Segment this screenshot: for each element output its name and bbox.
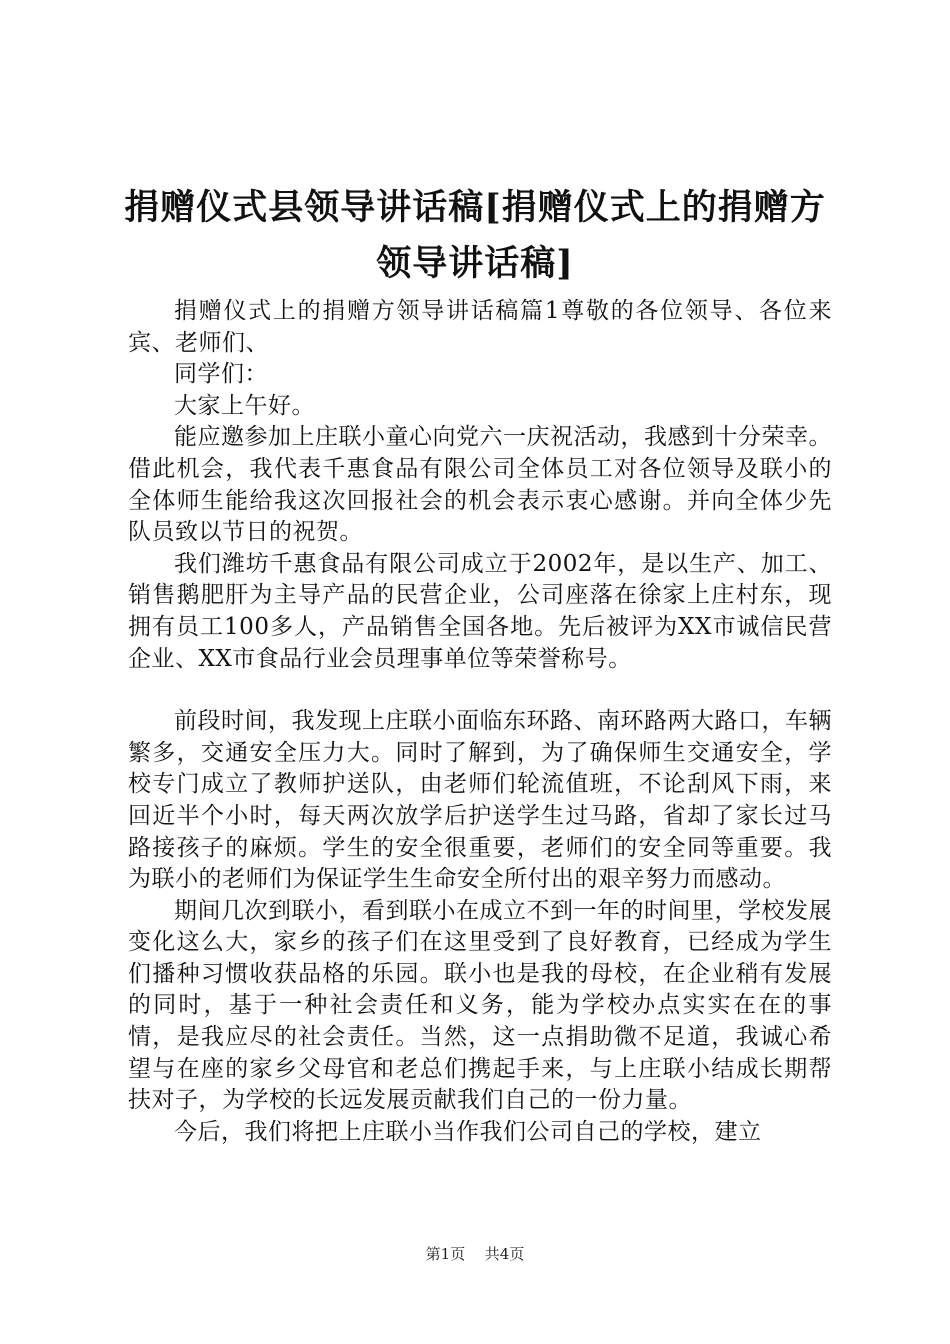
document-body	[128, 296, 832, 1148]
page-total: 共4页	[484, 1245, 525, 1263]
page-number: 第1页	[425, 1245, 466, 1263]
paragraph: 捐赠仪式上的捐赠方领导讲话稿篇1尊敬的各位领导、各位来宾、老师们、	[128, 298, 832, 356]
paragraph: 大家上午好。	[174, 392, 315, 419]
paragraph: 今后，我们将把上庄联小当作我们公司自己的学校，建立	[174, 1118, 762, 1145]
paragraph: 期间几次到联小，看到联小在成立不到一年的时间里，学校发展变化这么大，家乡的孩子们在这里受到了良好教育，已经成为学生们播种习惯收获品格的乐园。联小也是我的母校，在企业稍有发展的同时，基于一种社会责任和义务，能为学校办点实实在在的事情，是我应尽的社会责任。当然，这一点捐助微不足道，我诚心希望与在座的家乡父母官和老总们携起手来，与上庄联小结成长期帮扶对子，为学校的长远发展贡献我们自己的一份力量。	[128, 897, 832, 1114]
paragraph: 前段时间，我发现上庄联小面临东环路、南环路两大路口，车辆繁多，交通安全压力大。同时了解到，为了确保师生交通安全，学校专门成立了教师护送队，由老师们轮流值班，不论刮风下雨，来回近半个小时，每天两次放学后护送学生过马路，省却了家长过马路接孩子的麻烦。学生的安全很重要，老师们的安全同等重要。我为联小的老师们为保证学生生命安全所付出的艰辛努力而感动。	[128, 708, 832, 893]
page-footer	[0, 1243, 950, 1264]
paragraph: 我们潍坊千惠食品有限公司成立于2002年，是以生产、加工、销售鹅肥肝为主导产品的民营企业，公司座落在徐家上庄村东，现拥有员工100多人，产品销售全国各地。先后被评为XX市诚信民营企业、XX市食品行业会员理事单位等荣誉称号。	[128, 550, 832, 672]
paragraph: 能应邀参加上庄联小童心向党六一庆祝活动，我感到十分荣幸。借此机会，我代表千惠食品有限公司全体员工对各位领导及联小的全体师生能给我这次回报社会的机会表示衷心感谢。并向全体少先队员致以节日的祝贺。	[128, 424, 832, 546]
paragraph: 同学们：	[174, 361, 268, 388]
document-title: 捐赠仪式县领导讲话稿[捐赠仪式上的捐赠方领导讲话稿]	[124, 187, 826, 284]
